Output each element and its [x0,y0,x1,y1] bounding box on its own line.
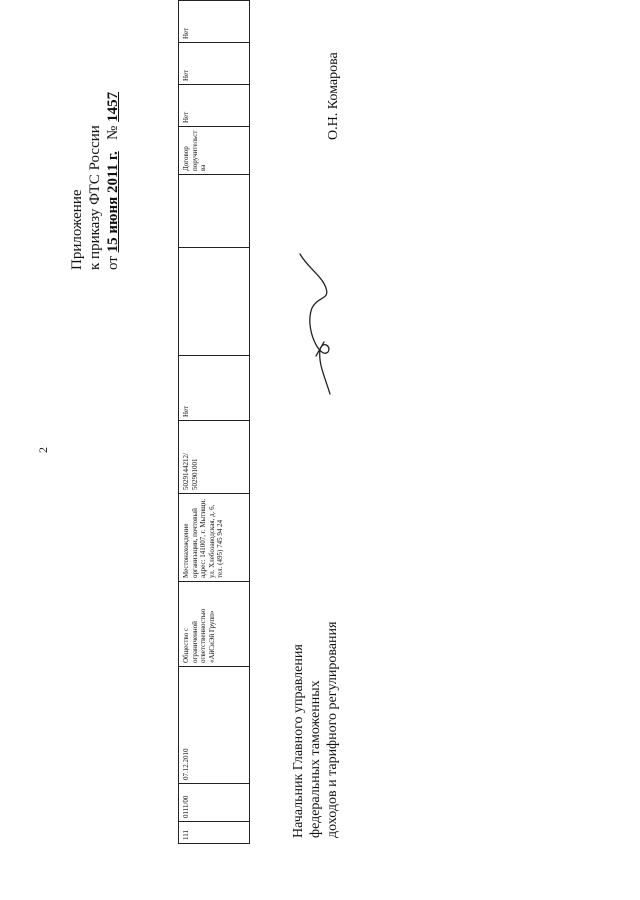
annex-date: 15 июня 2011 г. [105,151,121,253]
cell-col14 [179,0,250,1]
cell-address: Местонахождение организации, почтовый адрес: 141007, г. Мытищи, ул. Хлебозаводская, д. 6, тел. (495) 745 94 24 [179,494,250,582]
handwritten-signature [290,240,350,400]
cell-date: 07.12.2010 [179,667,250,784]
register-table [178,0,250,844]
annex-title: Приложение [69,189,85,270]
cell-code: 0111/00 [179,784,250,822]
table-row [179,0,250,844]
cell-inn-kpp: 5029144212/ 502901001 [179,421,250,494]
cell-organization: Общество с ограниченной ответственностью «АйСиЭй Групп» [179,582,250,667]
signatory-title-line2: федеральных таможенных [308,680,323,838]
annex-date-line [104,0,122,270]
page-number: 2 [36,447,50,453]
cell-col13: Нет [179,1,250,43]
annex-number: 1457 [105,91,121,122]
cell-col8 [179,248,250,356]
signatory-name: О.Н. Комарова [326,52,341,140]
cell-num: 111 [179,822,250,844]
annex-number-prefix: № [105,125,121,140]
cell-col7: Нет [179,356,250,421]
annex-order: к приказу ФТС России [87,125,103,270]
signatory-title-line3: доходов и тарифного регулирования [325,621,340,838]
annex-date-prefix: от [105,256,121,270]
cell-col10: Договор поручительства [179,127,250,175]
signatory-title-line1: Начальник Главного управления [291,644,306,838]
cell-col11: Нет [179,85,250,127]
cell-col12: Нет [179,43,250,85]
cell-col9 [179,175,250,248]
annex-header [68,0,122,270]
signatory-title [290,578,341,838]
